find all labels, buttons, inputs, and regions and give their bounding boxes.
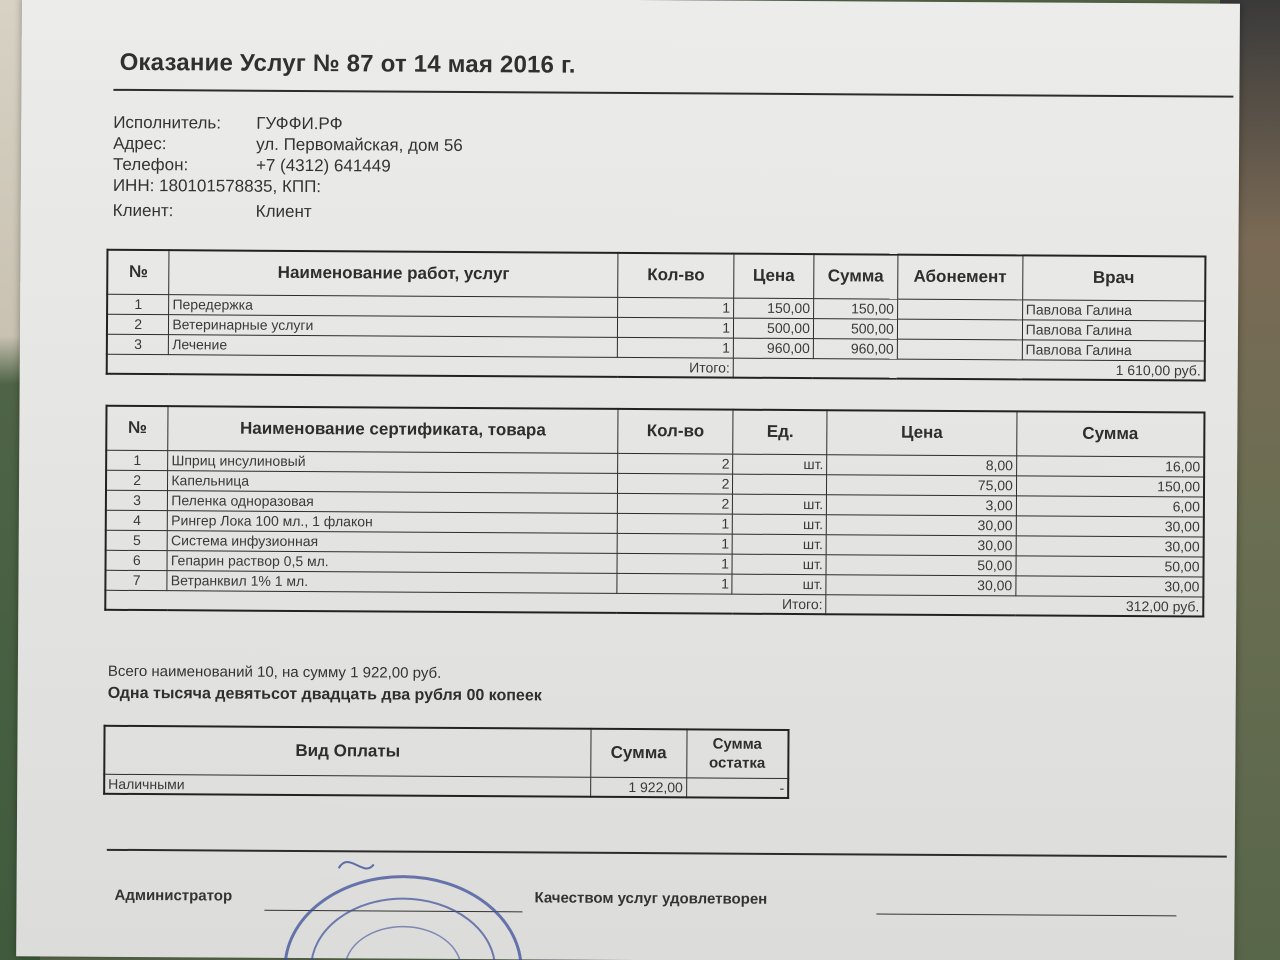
payment-type: Наличными: [104, 774, 590, 797]
goods-col-number: №: [106, 406, 168, 450]
inn-line: ИНН: 180101578835, КПП:: [112, 175, 322, 197]
goods-total-label: Итого:: [105, 590, 826, 614]
seal-stamp-icon: [278, 858, 529, 960]
service-subscription: [897, 339, 1022, 360]
goods-name: Система инфузионная: [168, 530, 617, 553]
service-qty: 1: [618, 317, 734, 338]
bottom-divider: [107, 849, 1227, 858]
goods-total-value: 312,00 руб.: [826, 594, 1203, 616]
services-total-label: Итого:: [107, 354, 734, 378]
services-col-qty: Кол-во: [618, 253, 734, 298]
goods-qty: 2: [617, 473, 733, 494]
address-line: [113, 134, 463, 156]
document-content: [16, 0, 1240, 960]
address-value: ул. Первомайская, дом 56: [256, 134, 463, 155]
service-name: Ветеринарные услуги: [169, 314, 618, 337]
goods-col-qty: Кол-во: [617, 409, 733, 454]
goods-name: Гепарин раствор 0,5 мл.: [167, 550, 616, 573]
row-number: 4: [106, 510, 168, 530]
goods-unit: шт.: [733, 494, 827, 515]
service-subscription: [897, 319, 1022, 340]
service-name: Передержка: [169, 294, 618, 317]
goods-unit: [733, 474, 827, 495]
goods-header-row: [106, 406, 1204, 457]
goods-sum: 16,00: [1016, 455, 1204, 476]
service-doctor: Павлова Галина: [1022, 339, 1205, 360]
goods-qty: 2: [617, 493, 733, 514]
client-signature-line: [876, 914, 1176, 917]
services-col-number: №: [107, 250, 169, 294]
service-doctor: Павлова Галина: [1022, 299, 1205, 320]
goods-price: 75,00: [827, 474, 1017, 495]
phone-value: +7 (4312) 641449: [255, 155, 391, 176]
goods-qty: 1: [617, 553, 733, 574]
goods-name: Ветранквил 1% 1 мл.: [167, 570, 616, 593]
goods-name: Пеленка одноразовая: [168, 490, 617, 513]
service-subscription: [897, 299, 1022, 320]
row-number: 2: [106, 470, 168, 490]
goods-price: 30,00: [826, 574, 1016, 595]
goods-sum: 6,00: [1016, 495, 1204, 516]
goods-unit: шт.: [732, 574, 826, 595]
service-price: 960,00: [733, 338, 813, 358]
admin-signature-label: Администратор: [114, 886, 233, 905]
goods-price: 8,00: [827, 454, 1017, 475]
row-number: 1: [107, 294, 169, 314]
goods-unit: шт.: [732, 554, 826, 575]
executor-value: ГУФФИ.РФ: [256, 113, 343, 134]
goods-qty: 1: [617, 533, 733, 554]
executor-label: Исполнитель:: [113, 112, 222, 133]
goods-col-name: Наименование сертификата, товара: [168, 406, 618, 453]
table-row: [104, 774, 788, 798]
goods-sum: 30,00: [1016, 575, 1204, 596]
paper-sheet: [16, 0, 1240, 960]
services-total-value: 1 610,00 руб.: [733, 358, 1205, 381]
phone-line: [113, 155, 391, 177]
payment-col-sum: Сумма: [591, 729, 687, 778]
client-value: Клиент: [255, 201, 312, 222]
goods-unit: шт.: [733, 514, 827, 535]
summary-amount-words: Одна тысяча девятьсот двадцать два рубля 00 копеек: [107, 684, 542, 705]
goods-qty: 2: [617, 453, 733, 474]
row-number: 3: [106, 490, 168, 510]
goods-price: 30,00: [826, 514, 1016, 535]
goods-table: [104, 405, 1205, 618]
goods-unit: шт.: [733, 534, 827, 555]
row-number: 3: [107, 334, 169, 354]
goods-price: 3,00: [827, 494, 1017, 515]
payment-col-type: Вид Оплаты: [104, 726, 591, 777]
executor-line: [113, 113, 342, 134]
service-sum: 150,00: [813, 298, 897, 319]
services-header-row: [107, 250, 1205, 301]
services-col-subscription: Абонемент: [897, 255, 1022, 300]
goods-col-sum: Сумма: [1017, 411, 1205, 456]
services-col-price: Цена: [734, 254, 814, 298]
goods-price: 30,00: [826, 534, 1016, 555]
service-sum: 960,00: [813, 338, 897, 359]
row-number: 1: [106, 450, 168, 470]
address-label: Адрес:: [113, 133, 167, 154]
services-col-doctor: Врач: [1022, 255, 1205, 300]
goods-sum: 150,00: [1016, 475, 1204, 496]
goods-qty: 1: [617, 513, 733, 534]
service-qty: 1: [618, 297, 734, 318]
row-number: 2: [107, 314, 169, 334]
payment-remainder: -: [686, 777, 788, 798]
service-price: 500,00: [733, 318, 813, 338]
service-name: Лечение: [169, 334, 618, 357]
services-col-sum: Сумма: [814, 254, 898, 299]
goods-price: 50,00: [826, 554, 1016, 575]
row-number: 7: [105, 570, 167, 590]
goods-name: Шприц инсулиновый: [168, 450, 617, 473]
service-qty: 1: [618, 337, 734, 358]
payment-col-remainder: Сумма остатка: [686, 729, 788, 778]
goods-col-price: Цена: [827, 410, 1017, 455]
goods-col-unit: Ед.: [733, 410, 827, 455]
client-line: [113, 201, 312, 222]
goods-qty: 1: [617, 573, 733, 594]
row-number: 6: [106, 550, 168, 570]
quality-signature-label: Качеством услуг удовлетворен: [534, 889, 768, 908]
row-number: 5: [106, 530, 168, 550]
services-table: [106, 249, 1207, 382]
goods-name: Капельница: [168, 470, 617, 493]
title-divider: [113, 89, 1233, 98]
phone-label: Телефон:: [112, 154, 189, 175]
goods-unit: шт.: [733, 454, 827, 475]
payment-header-row: [104, 726, 788, 778]
goods-sum: 50,00: [1016, 555, 1204, 576]
payment-table: [103, 725, 789, 799]
document-title: Оказание Услуг № 87 от 14 мая 2016 г.: [119, 48, 576, 79]
services-col-name: Наименование работ, услуг: [169, 250, 618, 297]
service-sum: 500,00: [813, 318, 897, 339]
goods-sum: 30,00: [1016, 515, 1204, 536]
payment-sum: 1 922,00: [590, 777, 686, 798]
summary-total-line: Всего наименований 10, на сумму 1 922,00 руб.: [107, 662, 442, 682]
client-label: Клиент:: [112, 200, 174, 221]
service-doctor: Павлова Галина: [1022, 319, 1205, 340]
service-price: 150,00: [734, 298, 814, 318]
goods-name: Рингер Лока 100 мл., 1 флакон: [168, 510, 617, 533]
goods-sum: 30,00: [1016, 535, 1204, 556]
